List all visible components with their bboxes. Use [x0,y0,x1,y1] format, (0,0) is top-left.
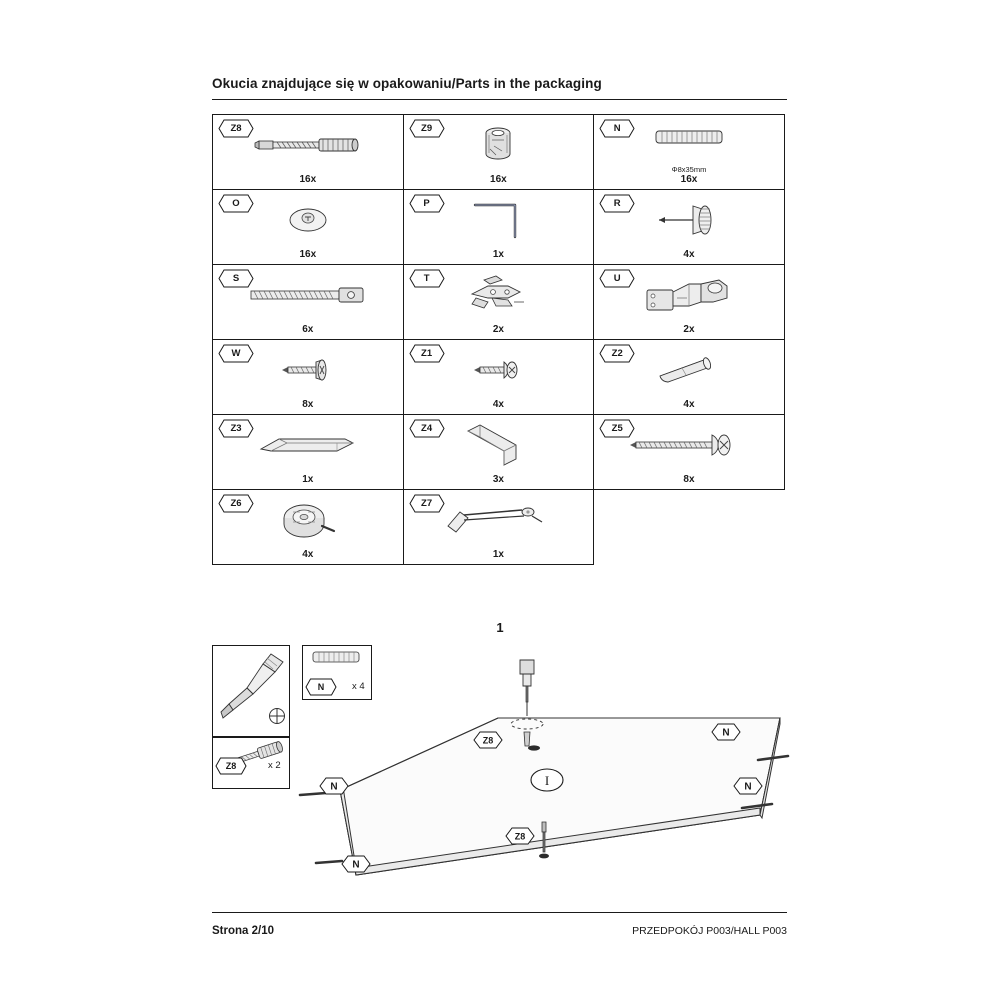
tool-part-code-badge: Z8 [216,758,246,774]
part-code-badge: Z1 [410,345,444,362]
part-quantity: 8x [302,399,314,410]
part-cell-z3 [212,414,404,490]
part-quantity: 2x [492,324,504,335]
part-quantity: 6x [302,324,314,335]
part-code-badge: U [600,270,634,287]
part-code-badge: Z7 [410,495,444,512]
part-cell-p [403,189,595,265]
part-cell-z4 [403,414,595,490]
assembly-diagram [290,640,850,900]
svg-text:N: N [352,859,360,871]
part-code-badge: Z3 [219,420,253,437]
header-divider [212,99,787,100]
part-cell-o [212,189,404,265]
svg-text:N: N [722,727,730,739]
marker-n-left [320,778,348,794]
part-cell-z2 [593,339,785,415]
parts-row [212,264,787,339]
hinge-icon [594,271,784,319]
part-dimension: Φ8x35mm [671,165,707,174]
part-quantity: 4x [492,399,504,410]
part-cell-z5 [593,414,785,490]
parts-row [212,114,787,189]
part-code-badge: S [219,270,253,287]
footer-divider [212,912,787,913]
allen-key-icon [404,196,594,244]
chip-part-quantity: x 4 [352,681,365,692]
marker-n-bottom-left [342,856,370,872]
part-cell-n [593,114,785,190]
chip-part-code-badge: N [306,679,336,695]
marker-z8-bottom [506,828,534,844]
part-cell-z7 [403,489,595,565]
marker-n-top-right [712,724,740,740]
part-code-badge: N [600,120,634,137]
panel-top-face [340,718,780,875]
part-quantity: 1x [302,474,314,485]
marker-n-right [734,778,762,794]
part-quantity: 4x [683,249,695,260]
part-code-badge: P [410,195,444,212]
parts-row [212,189,787,264]
part-quantity: 1x [492,249,504,260]
parts-row [212,414,787,489]
part-cell-z1 [403,339,595,415]
part-cell-t [403,264,595,340]
part-code-badge: O [219,195,253,212]
part-quantity: 16x [299,174,317,185]
part-cell-z8 [212,114,404,190]
part-code-badge: Z5 [600,420,634,437]
part-cell-u [593,264,785,340]
part-code-badge: W [219,345,253,362]
part-quantity: 1x [492,549,504,560]
marker-panel-i [531,769,563,791]
step-number: 1 [496,620,504,635]
crosshair-icon [269,708,285,724]
part-code-badge: Z9 [410,120,444,137]
footer-page-number: Strona 2/10 [212,925,274,937]
part-cell-w [212,339,404,415]
tool-box-screwdriver [212,645,290,737]
part-code-badge: Z6 [219,495,253,512]
plastic-foot-icon [594,196,784,244]
svg-text:N: N [744,781,752,793]
part-cell-z6 [212,489,404,565]
marker-z8-top [474,732,502,748]
parts-row [212,339,787,414]
cover-cap-icon [213,196,403,244]
part-cell-z9 [403,114,595,190]
svg-text:N: N [330,781,338,793]
part-cell-empty [593,489,785,565]
part-quantity: 2x [683,324,695,335]
part-code-badge: Z8 [219,120,253,137]
page-title: Okucia znajdujące się w opakowaniu/Parts in the packaging [212,76,602,91]
mounting-plate-icon [404,271,594,319]
part-code-badge: R [600,195,634,212]
flat-head-screw-icon [213,346,403,394]
svg-text:Z8: Z8 [514,831,526,842]
svg-text:Z8: Z8 [482,735,494,746]
part-code-badge: Z2 [600,345,634,362]
part-quantity: 8x [683,474,695,485]
part-cell-r [593,189,785,265]
footer-product-name: PRZEDPOKÓJ P003/HALL P003 [632,925,787,937]
part-quantity: 4x [302,549,314,560]
wooden-dowel-icon [594,117,784,157]
long-bolt-icon [213,271,403,319]
parts-table [212,114,787,564]
svg-text:I: I [544,773,550,788]
part-quantity: 16x [680,174,698,185]
part-quantity: 16x [299,249,317,260]
part-code-badge: T [410,270,444,287]
screwdriver-icon [213,646,289,736]
part-cell-s [212,264,404,340]
part-quantity: 16x [490,174,507,185]
part-quantity: 3x [492,474,504,485]
tool-part-quantity: x 2 [268,760,281,771]
parts-row [212,489,787,564]
part-code-badge: Z4 [410,420,444,437]
part-quantity: 4x [683,399,695,410]
